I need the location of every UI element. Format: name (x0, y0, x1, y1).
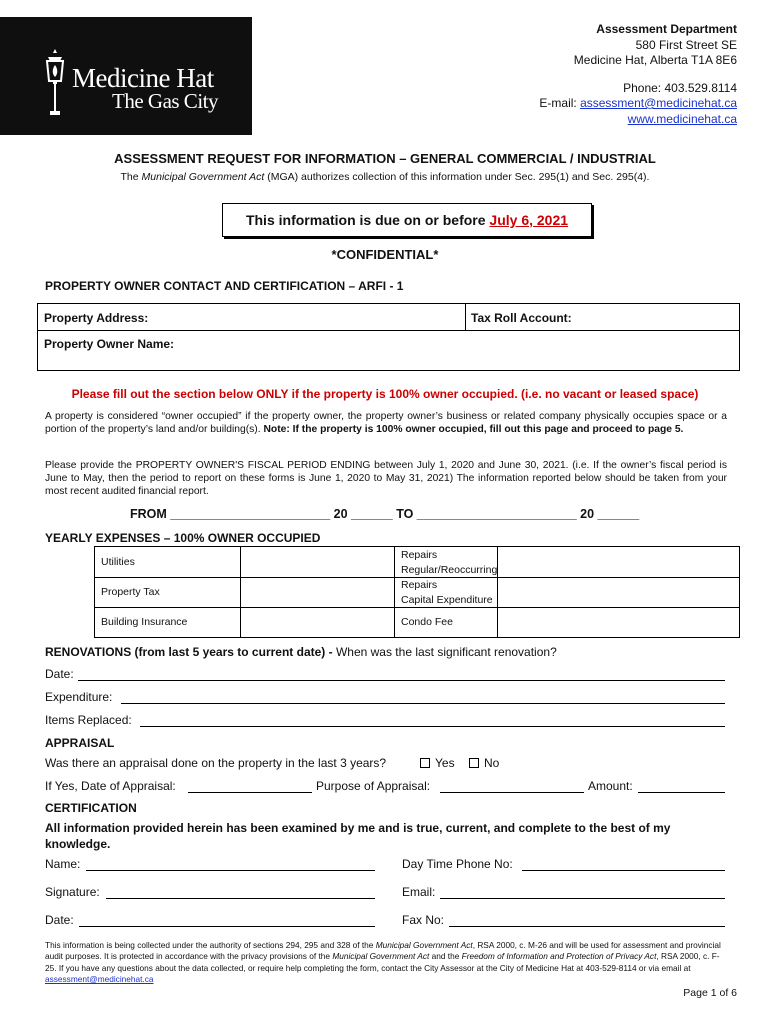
form-title: ASSESSMENT REQUEST FOR INFORMATION – GENERAL COMMERCIAL / INDUSTRIAL (114, 151, 656, 166)
property-owner-name-field[interactable]: Property Owner Name: (44, 337, 175, 351)
condo-fee-value[interactable] (498, 608, 740, 638)
appraisal-amount-label: Amount: (588, 779, 633, 793)
phone-number: Phone: 403.529.8114 (623, 80, 737, 95)
repairs-regular-value[interactable] (498, 547, 740, 578)
cert-signature-field[interactable] (106, 898, 375, 899)
condo-fee-label: Condo Fee (395, 608, 498, 638)
appraisal-amount-field[interactable] (638, 792, 725, 793)
appraisal-no-option[interactable]: No (469, 756, 499, 770)
privacy-footer: This information is being collected under the authority of sections 294, 295 and 328 of the Municipal Government Act, RSA 2000, c. M-26 and will be used for assessment and provincial audit purposes. It is protected in accordance with the privacy provisions of the Municipal Government Act and the Freedom of Information and Protection of Privacy Act, RSA 2000, c. F-25. If you have any questions about the data collected, or require help completing the form, contact the City Assessor at the City of Medicine Hat at 403-529-8114 or via email at assessment@medicinehat.ca (45, 940, 721, 985)
cert-signature-label: Signature: (45, 885, 100, 899)
street-address: 580 First Street SE (635, 37, 737, 52)
items-replaced-field[interactable] (140, 726, 725, 727)
certification-statement: All information provided herein has been examined by me and is true, current, and complete to the best of my knowledge. (45, 821, 671, 851)
repairs-capital-label: Repairs Capital Expenditure (395, 578, 498, 608)
checkbox-icon[interactable] (469, 758, 479, 768)
department-name: Assessment Department (596, 22, 737, 36)
cert-name-label: Name: (45, 857, 81, 871)
certification-heading: CERTIFICATION (45, 801, 137, 815)
logo-text-primary: Medicine Hat (72, 63, 214, 93)
fiscal-period-instructions: Please provide the PROPERTY OWNER'S FISCAL PERIOD ENDING between July 1, 2020 and June 30, 2021. (i.e. If the owner’s fiscal period is June to May, then the period to report on these forms is June 1, 2020 to May 31, 2021) The information reported below should be taken from your most recent audited financial report. (45, 460, 727, 498)
appraisal-date-field[interactable] (188, 792, 312, 793)
property-tax-label: Property Tax (95, 578, 241, 608)
appraisal-yes-option[interactable]: Yes (420, 756, 455, 770)
page-number: Page 1 of 6 (683, 987, 737, 999)
cert-email-field[interactable] (440, 898, 725, 899)
street-lamp-icon (42, 47, 68, 119)
renovation-expenditure-label: Expenditure: (45, 690, 113, 704)
appraisal-purpose-label: Purpose of Appraisal: (316, 779, 431, 793)
renovation-date-label: Date: (45, 667, 74, 681)
footer-email-link[interactable]: assessment@medicinehat.ca (45, 974, 154, 985)
cert-fax-label: Fax No: (402, 913, 445, 927)
building-insurance-label: Building Insurance (95, 608, 241, 638)
renovation-expenditure-field[interactable] (121, 703, 725, 704)
property-info-table (37, 303, 740, 371)
owner-occupied-notice: Please fill out the section below ONLY if the property is 100% owner occupied. (i.e. no vacant or leased space) (71, 387, 699, 401)
property-tax-value[interactable] (241, 578, 395, 608)
cert-name-field[interactable] (86, 870, 375, 871)
items-replaced-label: Items Replaced: (45, 713, 132, 727)
cert-phone-field[interactable] (522, 870, 725, 871)
logo-text-secondary: The Gas City (112, 89, 218, 113)
yearly-expenses-table (94, 546, 740, 638)
city-address: Medicine Hat, Alberta T1A 8E6 (573, 53, 737, 67)
cert-date-label: Date: (45, 913, 74, 927)
expenses-heading: YEARLY EXPENSES – 100% OWNER OCCUPIED (45, 531, 321, 545)
cert-phone-label: Day Time Phone No: (402, 857, 513, 871)
form-subtitle: The Municipal Government Act (MGA) authorizes collection of this information under Sec. 295(1) and Sec. 295(4). (120, 171, 650, 183)
contact-block (539, 22, 737, 127)
website-link[interactable]: www.medicinehat.ca (627, 111, 737, 126)
appraisal-date-label: If Yes, Date of Appraisal: (45, 779, 176, 793)
utilities-label: Utilities (95, 547, 241, 578)
property-address-field[interactable]: Property Address: (44, 311, 149, 325)
fiscal-period-from-to[interactable]: FROM _______________________ 20 ______ TO _______________________ 20 ______ (130, 507, 640, 521)
checkbox-icon[interactable] (420, 758, 430, 768)
email-label: E-mail: (539, 96, 581, 110)
renovation-date-field[interactable] (78, 680, 725, 681)
city-logo (0, 17, 252, 135)
confidential-label: *CONFIDENTIAL* (331, 247, 439, 262)
owner-section-heading: PROPERTY OWNER CONTACT AND CERTIFICATION – ARFI - 1 (45, 279, 404, 293)
appraisal-purpose-field[interactable] (440, 792, 584, 793)
tax-roll-account-field[interactable]: Tax Roll Account: (471, 311, 572, 325)
building-insurance-value[interactable] (241, 608, 395, 638)
utilities-value[interactable] (241, 547, 395, 578)
email-link[interactable]: assessment@medicinehat.ca (580, 96, 737, 110)
email-line (539, 96, 737, 112)
owner-occupied-definition: A property is considered “owner occupied” if the property owner, the property owner’s business or related company physically occupies space or a portion of the property’s land and/or building(s). Note: If the property is 100% owner occupied, fill out this page and proceed to page 5. (45, 411, 727, 436)
repairs-capital-value[interactable] (498, 578, 740, 608)
repairs-regular-label: Repairs Regular/Reoccurring (395, 547, 498, 578)
due-date-notice: This information is due on or before July 6, 2021 (222, 203, 592, 237)
renovations-heading: RENOVATIONS (from last 5 years to current date) - When was the last significant renovation? (45, 645, 557, 659)
due-date: July 6, 2021 (489, 212, 569, 228)
cert-email-label: Email: (402, 885, 436, 899)
cert-fax-field[interactable] (449, 926, 725, 927)
cert-date-field[interactable] (79, 926, 375, 927)
appraisal-question: Was there an appraisal done on the property in the last 3 years? (45, 756, 387, 770)
appraisal-heading: APPRAISAL (45, 736, 115, 750)
